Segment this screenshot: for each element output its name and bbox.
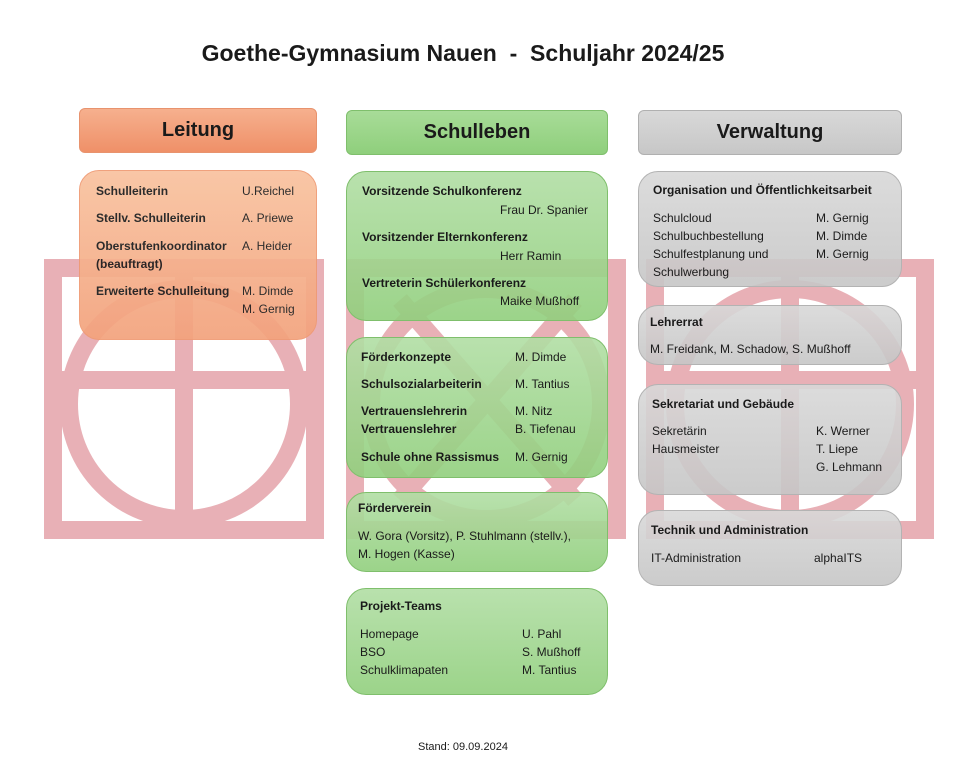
person-name: M. Gernig [515,450,568,464]
role-label: Schulcloud [653,211,712,225]
person-name: M. Tantius [515,377,570,391]
person-name: M. Gernig [242,302,295,316]
person-name: M. Gernig [816,211,869,225]
person-name: A. Heider [242,239,293,253]
box-heading: Sekretariat und Gebäude [652,397,795,411]
person-name: Herr Ramin [500,249,562,263]
role-label: Schulbuchbestellung [653,229,764,243]
role-label: Vertrauenslehrerin [361,404,468,418]
person-name: alphaITS [814,551,863,565]
role-label-cont: Schulwerbung [653,265,730,279]
person-name: B. Tiefenau [515,422,576,436]
role-label: BSO [360,645,386,659]
page-title: Goethe-Gymnasium Nauen - Schuljahr 2024/25 [201,40,725,66]
role-label: Schulklimapaten [360,663,449,677]
role-label: Stellv. Schulleiterin [96,211,206,225]
role-label: Hausmeister [652,442,720,456]
box-heading: Förderverein [358,501,432,515]
role-label: Sekretärin [652,424,707,438]
role-label: Schulsozialarbeiterin [361,377,482,391]
sekretariat-box [638,384,902,495]
box-heading: Technik und Administration [651,523,809,537]
lehrerrat-box [638,305,902,365]
person-name: Frau Dr. Spanier [500,203,589,217]
role-label: Schule ohne Rassismus [361,450,500,464]
gremien-box [346,171,608,321]
header-verwaltung [638,110,902,155]
role-label: IT-Administration [651,551,742,565]
foerder-box [346,337,608,478]
header-verwaltung-label: Verwaltung [716,121,824,143]
technik-box [638,510,902,586]
person-name: U. Pahl [522,627,562,641]
header-leitung-label: Leitung [161,119,235,141]
footer-date: Stand: 09.09.2024 [418,741,508,753]
person-name: Maike Mußhoff [500,294,580,308]
role-label: Vertrauenslehrer [361,422,457,436]
person-name: T. Liepe [816,442,859,456]
role-label: Vertreterin Schülerkonferenz [362,276,527,290]
role-label: Oberstufenkoordinator [96,239,227,253]
box-heading: Organisation und Öffentlichkeitsarbeit [653,183,872,197]
person-name: G. Lehmann [816,460,883,474]
role-label: Erweiterte Schulleitung [96,284,230,298]
member-list: M. Hogen (Kasse) [358,547,455,561]
person-name: K. Werner [816,424,870,438]
role-label: Vorsitzende Schulkonferenz [362,184,522,198]
role-label: Schulfestplanung und [653,247,769,261]
person-name: A. Priewe [242,211,294,225]
header-leitung [79,108,317,153]
person-name: M. Dimde [242,284,294,298]
role-label: Homepage [360,627,419,641]
projekt-teams-box [346,588,608,695]
role-label: Schulleiterin [96,184,169,198]
person-name: M. Dimde [515,350,567,364]
person-name: M. Gernig [816,247,869,261]
organisation-box [638,171,902,287]
header-schulleben-label: Schulleben [423,121,531,143]
box-heading: Lehrerrat [650,315,703,329]
person-name: S. Mußhoff [522,645,581,659]
leitung-box [79,170,317,340]
role-label-cont: (beauftragt) [96,257,163,271]
person-name: M. Nitz [515,404,553,418]
member-list: M. Freidank, M. Schadow, S. Mußhoff [650,342,851,356]
header-schulleben [346,110,608,155]
person-name: U.Reichel [242,184,295,198]
person-name: M. Dimde [816,229,868,243]
member-list: W. Gora (Vorsitz), P. Stuhlmann (stellv.), [358,529,571,543]
role-label: Vorsitzender Elternkonferenz [362,230,528,244]
role-label: Förderkonzepte [361,350,452,364]
foerderverein-box [346,492,608,572]
box-heading: Projekt-Teams [360,599,442,613]
person-name: M. Tantius [522,663,577,677]
